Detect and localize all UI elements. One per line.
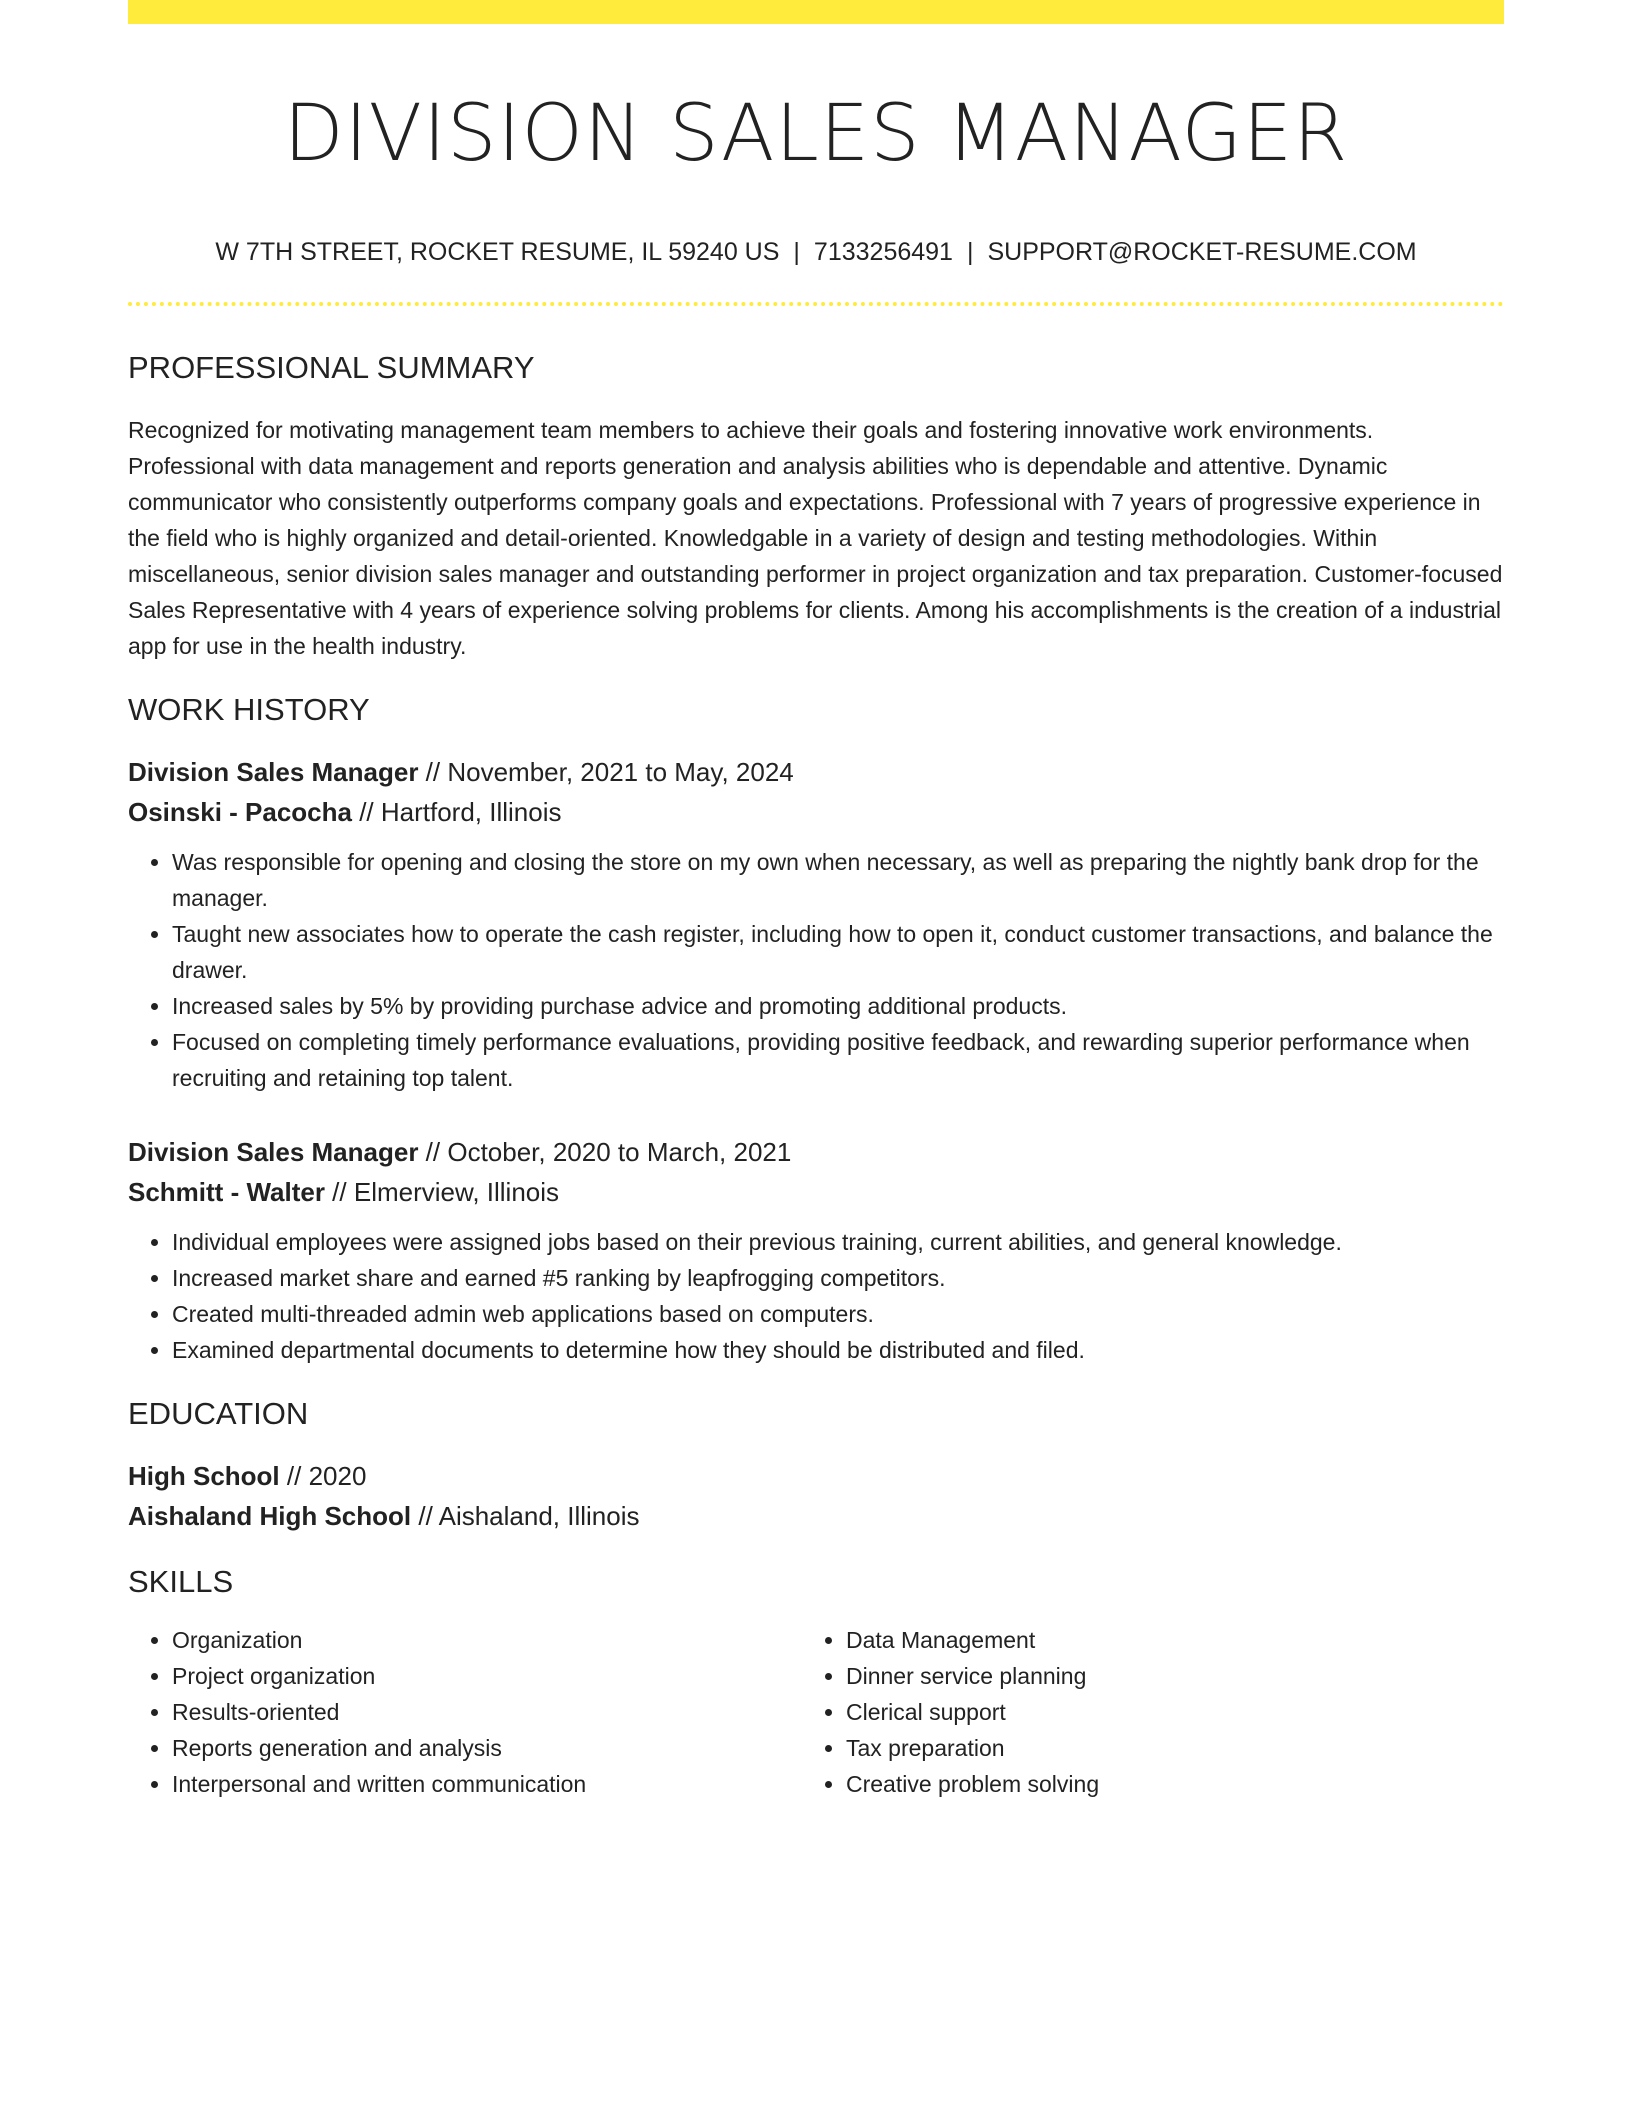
contact-phone: 7133256491 (813, 238, 953, 266)
contact-email: SUPPORT@ROCKET-RESUME.COM (987, 238, 1417, 266)
job-bullet: • Increased sales by 5% by providing purchase advice and promoting additional products. (172, 988, 1504, 1024)
skill-item: • Data Management (846, 1622, 1504, 1658)
top-accent-bar (128, 0, 1504, 24)
job-company: Schmitt - Walter (128, 1177, 325, 1207)
job-location: // Elmerview, Illinois (324, 1177, 560, 1207)
job-bullet: • Was responsible for opening and closing the store on my own when necessary, as well as preparing the nightly bank drop for the manager. (172, 844, 1504, 916)
job-bullet: • Increased market share and earned #5 ranking by leapfrogging competitors. (172, 1260, 1504, 1296)
skills-column-right (802, 1622, 1504, 1802)
job-bullet-list (128, 844, 1504, 1096)
education-entry (128, 1456, 1504, 1536)
work-history-heading: WORK HISTORY (128, 692, 370, 727)
job-dates: // November, 2021 to May, 2024 (418, 757, 794, 787)
job-bullet: • Examined departmental documents to determine how they should be distributed and filed. (172, 1332, 1504, 1368)
skill-item: • Dinner service planning (846, 1658, 1504, 1694)
summary-heading: PROFESSIONAL SUMMARY (128, 350, 535, 385)
job-company-line (128, 792, 1504, 832)
job-dates: // October, 2020 to March, 2021 (418, 1137, 792, 1167)
job-position-line (128, 1132, 1504, 1172)
skill-item: • Interpersonal and written communication (172, 1766, 802, 1802)
education-heading: EDUCATION (128, 1396, 309, 1431)
education-degree: High School (128, 1461, 280, 1491)
skill-item: • Reports generation and analysis (172, 1730, 802, 1766)
job-entry (128, 1132, 1504, 1368)
job-position-line (128, 752, 1504, 792)
job-bullet: • Focused on completing timely performance evaluations, providing positive feedback, and rewarding superior performance when recruiting and retaining top talent. (172, 1024, 1504, 1096)
skill-item: • Results-oriented (172, 1694, 802, 1730)
contact-address: W 7TH STREET, ROCKET RESUME, IL 59240 US (215, 238, 780, 266)
job-bullet: • Created multi-threaded admin web applications based on computers. (172, 1296, 1504, 1332)
skill-item: • Creative problem solving (846, 1766, 1504, 1802)
skills-column-left (128, 1622, 802, 1802)
job-location: // Hartford, Illinois (351, 797, 562, 827)
education-school: Aishaland High School (128, 1501, 412, 1531)
skills-grid (128, 1622, 1504, 1802)
skill-item: • Clerical support (846, 1694, 1504, 1730)
job-company-line (128, 1172, 1504, 1212)
resume-name-title: DIVISION SALES MANAGER (283, 89, 1349, 179)
education-location: // Aishaland, Illinois (411, 1501, 640, 1531)
contact-separator: | (966, 238, 974, 266)
skill-item: • Tax preparation (846, 1730, 1504, 1766)
contact-separator: | (793, 238, 800, 266)
resume-page (128, 0, 1504, 1802)
skill-item: • Project organization (172, 1658, 802, 1694)
header-divider (128, 302, 1504, 306)
job-position: Division Sales Manager (128, 757, 419, 787)
job-bullet-list (128, 1224, 1504, 1368)
job-entry (128, 752, 1504, 1096)
education-year: // 2020 (279, 1461, 367, 1491)
education-degree-line (128, 1456, 1504, 1496)
job-position: Division Sales Manager (128, 1137, 419, 1167)
job-company: Osinski - Pacocha (128, 797, 352, 827)
contact-line (128, 236, 1504, 268)
job-bullet: • Individual employees were assigned jobs based on their previous training, current abilities, and general knowledge. (172, 1224, 1504, 1260)
summary-text: Recognized for motivating management team members to achieve their goals and fostering innovative work environments. Professional with data management and reports generation and analysis abilities who is dependable and attentive. Dynamic communicator who consistently outperforms company goals and expectations. Professional with 7 years of progressive experience in the field who is highly organized and detail-oriented. Knowledgable in a variety of design and testing methodologies. Within miscellaneous, senior division sales manager and outstanding performer in project organization and tax preparation. Customer-focused Sales Representative with 4 years of experience solving problems for clients. Among his accomplishments is the creation of a industrial app for use in the health industry. (128, 417, 1503, 659)
skill-item: • Organization (172, 1622, 802, 1658)
education-school-line (128, 1496, 1504, 1536)
skills-heading: SKILLS (128, 1564, 234, 1599)
job-bullet: • Taught new associates how to operate the cash register, including how to open it, conduct customer transactions, and balance the drawer. (172, 916, 1504, 988)
